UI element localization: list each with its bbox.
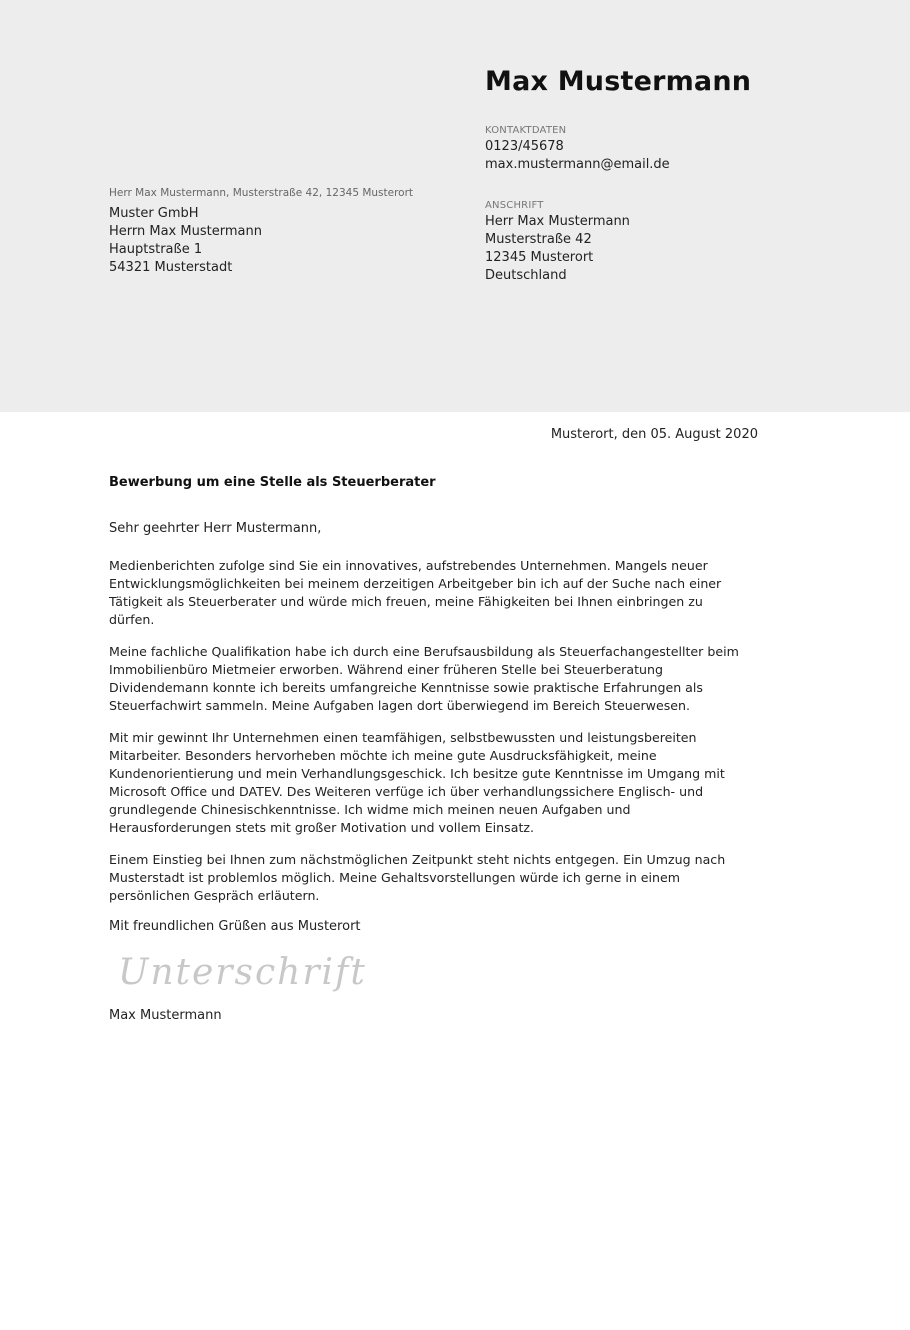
recipient-line: Muster GmbH (109, 206, 199, 221)
sender-phone: 0123/45678 (485, 139, 564, 154)
sender-address-line: Musterstraße 42 (485, 232, 592, 247)
closing: Mit freundlichen Grüßen aus Musterort (109, 919, 361, 934)
return-address: Herr Max Mustermann, Musterstraße 42, 12345 Musterort (109, 187, 414, 199)
sender-email: max.mustermann@email.de (485, 157, 670, 172)
body-paragraph: Meine fachliche Qualifikation habe ich durch eine Berufsausbildung als Steuerfachangestellter beim Immobilienbüro Mietmeier erworben. Während einer früheren Stelle bei Steuerberatung Dividendemann konnte ich bereits umfangreiche Kenntnisse sowie praktische Erfahrungen als Steuerfachwirt sammeln. Meine Aufgaben lagen dort überwiegend im Bereich Steuerwesen. (109, 644, 739, 713)
sender-address-line: Deutschland (485, 268, 567, 283)
body-paragraph: Einem Einstieg bei Ihnen zum nächstmöglichen Zeitpunkt steht nichts entgegen. Ein Umzug nach Musterstadt ist problemlos möglich. Meine Gehaltsvorstellungen würde ich gerne in einem persönlichen Gespräch erläutern. (109, 852, 726, 903)
contact-label: KONTAKTDATEN (485, 125, 567, 136)
salutation: Sehr geehrter Herr Mustermann, (109, 521, 322, 536)
signer-name: Max Mustermann (109, 1008, 222, 1023)
signature: Unterschrift (118, 952, 367, 993)
letter-subject: Bewerbung um eine Stelle als Steuerberater (109, 475, 436, 490)
sender-address-line: Herr Max Mustermann (485, 214, 630, 229)
address-label: ANSCHRIFT (485, 200, 544, 211)
sender-address-line: 12345 Musterort (485, 250, 594, 265)
letter-date: Musterort, den 05. August 2020 (550, 427, 758, 442)
body-paragraph: Medienberichten zufolge sind Sie ein innovatives, aufstrebendes Unternehmen. Mangels neuer Entwicklungsmöglichkeiten bei meinem derzeitigen Arbeitgeber bin ich auf der Suche nach einer Tätigkeit als Steuerberater und würde mich freuen, meine Fähigkeiten bei Ihnen einbringen zu dürfen. (109, 558, 722, 627)
body-paragraph: Mit mir gewinnt Ihr Unternehmen einen teamfähigen, selbstbewussten und leistungsbereiten Mitarbeiter. Besonders hervorheben möchte ich meine gute Ausdrucksfähigkeit, meine Kundenorientierung und mein Verhandlungsgeschick. Ich besitze gute Kenntnisse im Umgang mit Microsoft Office und DATEV. Des Weiteren verfüge ich über verhandlungssichere Englisch- und grundlegende Chinesischkenntnisse. Ich widme mich meinen neuen Aufgaben und Herausforderungen stets mit großer Motivation und vollem Einsatz. (109, 730, 725, 835)
recipient-line: Herrn Max Mustermann (109, 224, 262, 239)
sender-name: Max Mustermann (485, 66, 752, 97)
recipient-line: Hauptstraße 1 (109, 242, 203, 257)
recipient-line: 54321 Musterstadt (109, 260, 233, 275)
